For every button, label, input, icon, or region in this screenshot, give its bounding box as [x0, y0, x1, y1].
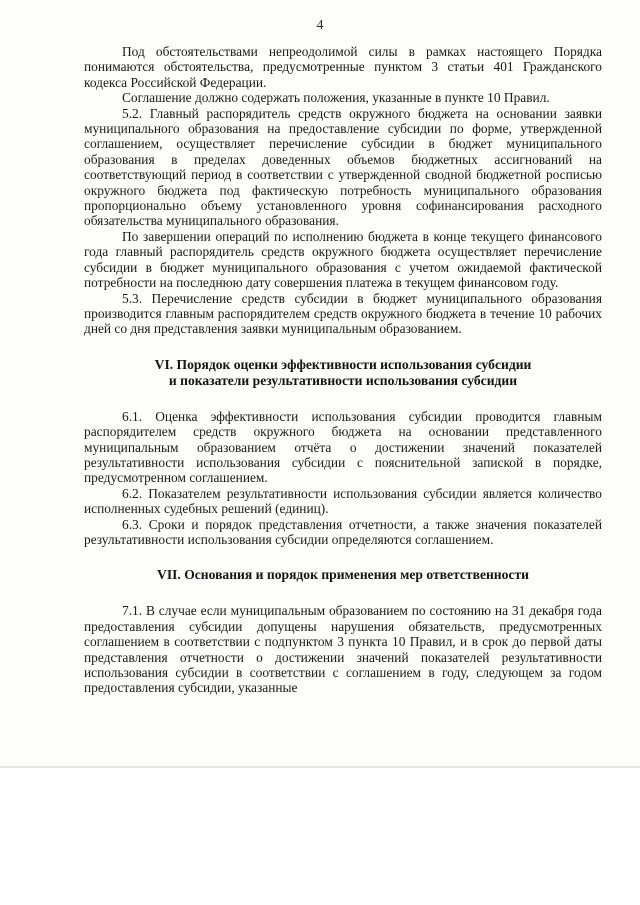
section-heading-vii	[84, 567, 602, 583]
section-heading-vi	[84, 357, 602, 389]
section-heading-vi-line-1: VI. Порядок оценки эффективности использования субсидии	[154, 356, 532, 372]
paragraph-7-1: 7.1. В случае если муниципальным образованием по состоянию на 31 декабря года предоставления субсидии допущены нарушения обязательств, предусмотренных соглашением в соответствии с подпунктом 3 пункта 10 Правил, и в срок до первой даты представления отчетности о достижении значений показателей результативности использования субсидии в соответствии с соглашением в году, следующем за годом предоставления субсидии, указанные	[84, 603, 602, 696]
paragraph-5-3: 5.3. Перечисление средств субсидии в бюджет муниципального образования производится главным распорядителем средств окружного бюджета в течение 10 рабочих дней со дня представления заявки муниципальным образованием.	[84, 290, 602, 337]
document-body	[84, 44, 602, 696]
paragraph-agreement-provisions: Соглашение должно содержать положения, указанные в пункте 10 Правил.	[122, 90, 550, 106]
section-heading-vii-line-1: VII. Основания и порядок применения мер ответственности	[157, 567, 529, 583]
paragraph-year-end-transfer: По завершении операций по исполнению бюджета в конце текущего финансового года главный распорядитель средств окружного бюджета осуществляет перечисление субсидии в бюджет муниципального образования с учетом ожидаемой фактической потребности на последнюю дату совершения платежа в текущем финансовом году.	[84, 228, 602, 291]
page-number: 4	[316, 18, 324, 33]
section-heading-vi-line-2: и показатели результативности использования субсидии	[168, 372, 518, 388]
paragraph-force-majeure: Под обстоятельствами непреодолимой силы в рамках настоящего Порядка понимаются обстоятельства, предусмотренные пунктом 3 статьи 401 Гражданского кодекса Российской Федерации.	[84, 44, 602, 90]
page-edge-divider	[0, 766, 640, 768]
paragraph-6-2: 6.2. Показателем результативности использования субсидии является количество исполненных судебных решений (единиц).	[84, 485, 602, 517]
paragraph-6-3: 6.3. Сроки и порядок представления отчетности, а также значения показателей результативности использования субсидии определяются соглашением.	[84, 516, 602, 547]
paragraph-6-1: 6.1. Оценка эффективности использования субсидии проводится главным распорядителем средств окружного бюджета на основании представленного муниципальным образованием отчёта о достижении значений показателей результативности использования субсидии с пояснительной запиской в порядке, предусмотренном соглашением.	[84, 408, 602, 486]
paragraph-5-2: 5.2. Главный распорядитель средств окружного бюджета на основании заявки муниципального образования на предоставление субсидии по форме, утвержденной соглашением, осуществляет перечисление субсидии в бюджет муниципального образования в пределах доведенных объемов бюджетных ассигнований на соответствующий период в соответствии с утвержденной сводной бюджетной росписью окружного бюджета под фактическую потребность муниципального образования пропорционально объему установленного уровня софинансирования расходного обязательства муниципального образования.	[84, 105, 602, 229]
